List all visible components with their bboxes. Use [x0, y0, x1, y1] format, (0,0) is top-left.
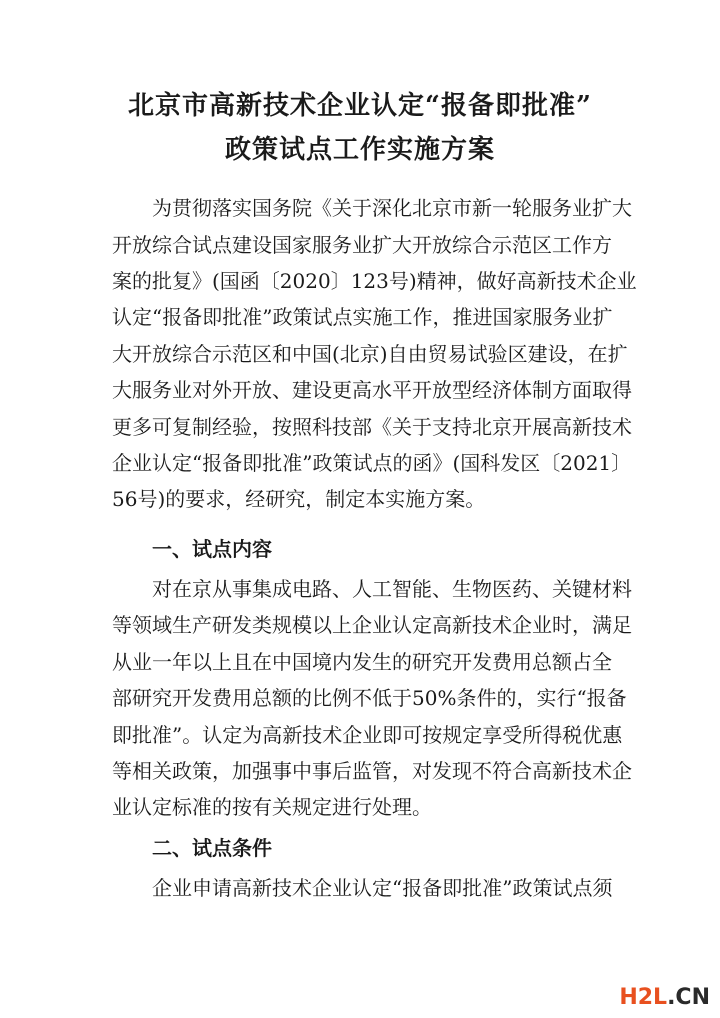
intro-line: 大服务业对外开放、建设更高水平开放型经济体制方面取得 — [112, 378, 632, 402]
section1-line: 业认定标准的按有关规定进行处理。 — [112, 795, 432, 819]
intro-line: 56号)的要求，经研究，制定本实施方案。 — [112, 487, 486, 511]
section-heading-1: 一、试点内容 — [152, 537, 272, 561]
section1-line: 部研究开发费用总额的比例不低于50%条件的，实行“报备 — [112, 686, 627, 710]
section1-line: 等领域生产研发类规模以上企业认定高新技术企业时，满足 — [112, 613, 632, 637]
site-watermark — [619, 985, 710, 1010]
section1-line: 对在京从事集成电路、人工智能、生物医药、关键材料 — [152, 577, 632, 601]
intro-line: 大开放综合示范区和中国(北京)自由贸易试验区建设，在扩 — [112, 342, 628, 366]
intro-line: 企业认定“报备即批准”政策试点的函》(国科发区〔2021〕 — [112, 451, 632, 475]
intro-line: 开放综合试点建设国家服务业扩大开放综合示范区工作方 — [112, 233, 612, 257]
intro-line: 更多可复制经验，按照科技部《关于支持北京开展高新技术 — [112, 415, 632, 439]
section1-line: 即批准”。认定为高新技术企业即可按规定享受所得税优惠 — [112, 723, 623, 747]
section-heading-2: 二、试点条件 — [152, 836, 272, 860]
section2-line: 企业申请高新技术企业认定“报备即批准”政策试点须 — [152, 876, 613, 900]
section1-line: 等相关政策，加强事中事后监管，对发现不符合高新技术企 — [112, 759, 632, 783]
doc-title-line1: 北京市高新技术企业认定“报备即批准” — [128, 91, 592, 121]
intro-line: 认定“报备即批准”政策试点实施工作，推进国家服务业扩 — [112, 305, 613, 329]
section1-line: 从业一年以上且在中国境内发生的研究开发费用总额占全 — [112, 650, 612, 674]
intro-line: 为贯彻落实国务院《关于深化北京市新一轮服务业扩大 — [152, 196, 632, 220]
watermark-part2: .CN — [667, 985, 710, 1010]
intro-line: 案的批复》(国函〔2020〕123号)精神，做好高新技术企业 — [112, 269, 637, 293]
watermark-part1: H2L — [619, 985, 668, 1010]
doc-title-line2: 政策试点工作实施方案 — [224, 135, 495, 165]
